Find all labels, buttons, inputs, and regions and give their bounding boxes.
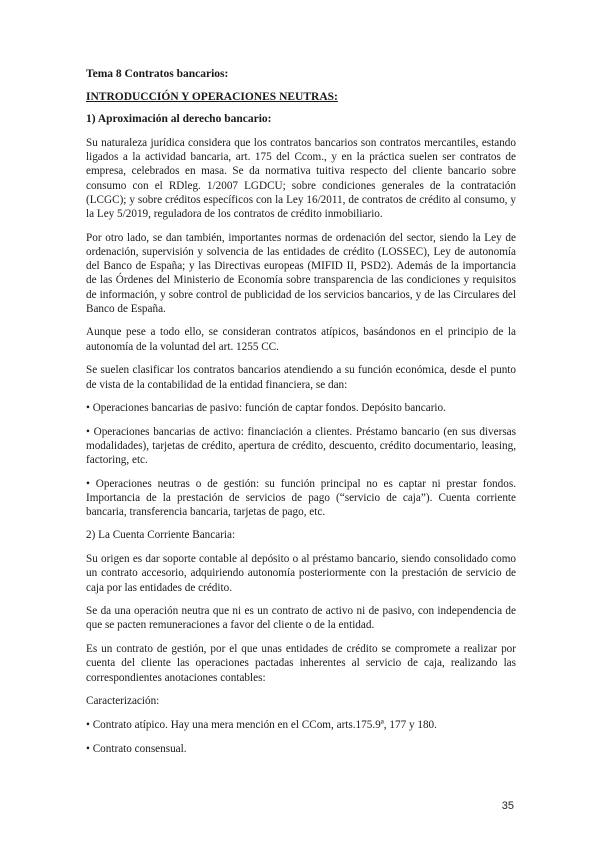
bullet-item: • Operaciones bancarias de pasivo: función de captar fondos. Depósito bancario. — [86, 402, 446, 415]
subsection-heading-2: 2) La Cuenta Corriente Bancaria: — [86, 529, 236, 542]
paragraph: Se da una operación neutra que ni es un contrato de activo ni de pasivo, con independencia de que se pacten remuneraciones a favor del cliente o de la entidad. — [86, 605, 516, 632]
page-number: 35 — [501, 800, 514, 812]
subsection-heading-1: 1) Aproximación al derecho bancario: — [86, 113, 272, 125]
bullet-item: • Operaciones bancarias de activo: financiación a clientes. Préstamo bancario (en sus diversas modalidades), tarjetas de crédito, apertura de crédito, descuento, crédito documentario, leasing, factoring, etc. — [86, 425, 516, 467]
bullet-item: • Contrato atípico. Hay una mera mención en el CCom, arts.175.9ª, 177 y 180. — [86, 719, 437, 731]
paragraph: Es un contrato de gestión, por el que unas entidades de crédito se compromete a realizar por cuenta del cliente las operaciones pactadas inherentes al servicio de caja, realizando las correspondientes anotaciones contables: — [86, 643, 516, 684]
paragraph: Aunque pese a todo ello, se consideran contratos atípicos, basándonos en el principio de la autonomía de la voluntad del art. 1255 CC. — [86, 326, 516, 353]
bullet-item: • Contrato consensual. — [86, 742, 187, 755]
section-heading: INTRODUCCIÓN Y OPERACIONES NEUTRAS: — [86, 91, 338, 103]
caracterizacion-label: Caracterización: — [86, 695, 160, 708]
paragraph: Su naturaleza jurídica considera que los contratos bancarios son contratos mercantiles, estando ligados a la actividad bancaria, art. 175 del Ccom., y en la práctica suelen ser contratos de empresa, celebrados en masa. Se da normativa tuitiva respecto del cliente bancario sobre consumo con el RDleg. 1/2007 LGDCU; sobre condiciones generales de la contratación (LCGC); y sobre créditos específicos con la Ley 16/2011, de contratos de crédito al consumo, y la Ley 5/2019, reguladora de los contratos de crédito inmobiliario. — [86, 137, 516, 221]
bullet-item: • Operaciones neutras o de gestión: su función principal no es captar ni prestar fondos. Importancia de la prestación de servicios de pago (“servicio de caja”). Cuenta corriente bancaria, transferencia bancaria, tarjetas de pago, etc. — [86, 478, 516, 519]
paragraph: Se suelen clasificar los contratos bancarios atendiendo a su función económica, desde el punto de vista de la contabilidad de la entidad financiera, se dan: — [86, 364, 516, 391]
paragraph: Por otro lado, se dan también, importantes normas de ordenación del sector, siendo la Ley de ordenación, supervisión y solvencia de las entidades de crédito (LOSSEC), Ley de autonomía del Banco de España; y las Directivas europeas (MIFID II, PSD2). Además de la importancia de las Órdenes del Ministerio de Economía sobre transparencia de las condiciones y requisitos de información, y sobre control de publicidad de los servicios bancarios, y de las Circulares del Banco de España. — [86, 231, 516, 315]
document-title: Tema 8 Contratos bancarios: — [86, 68, 229, 80]
document-page — [86, 68, 516, 765]
paragraph: Su origen es dar soporte contable al depósito o al préstamo bancario, siendo consolidado como un contrato accesorio, adquiriendo autonomía posteriormente con la prestación de servicio de caja por las entidades de crédito. — [86, 553, 516, 594]
